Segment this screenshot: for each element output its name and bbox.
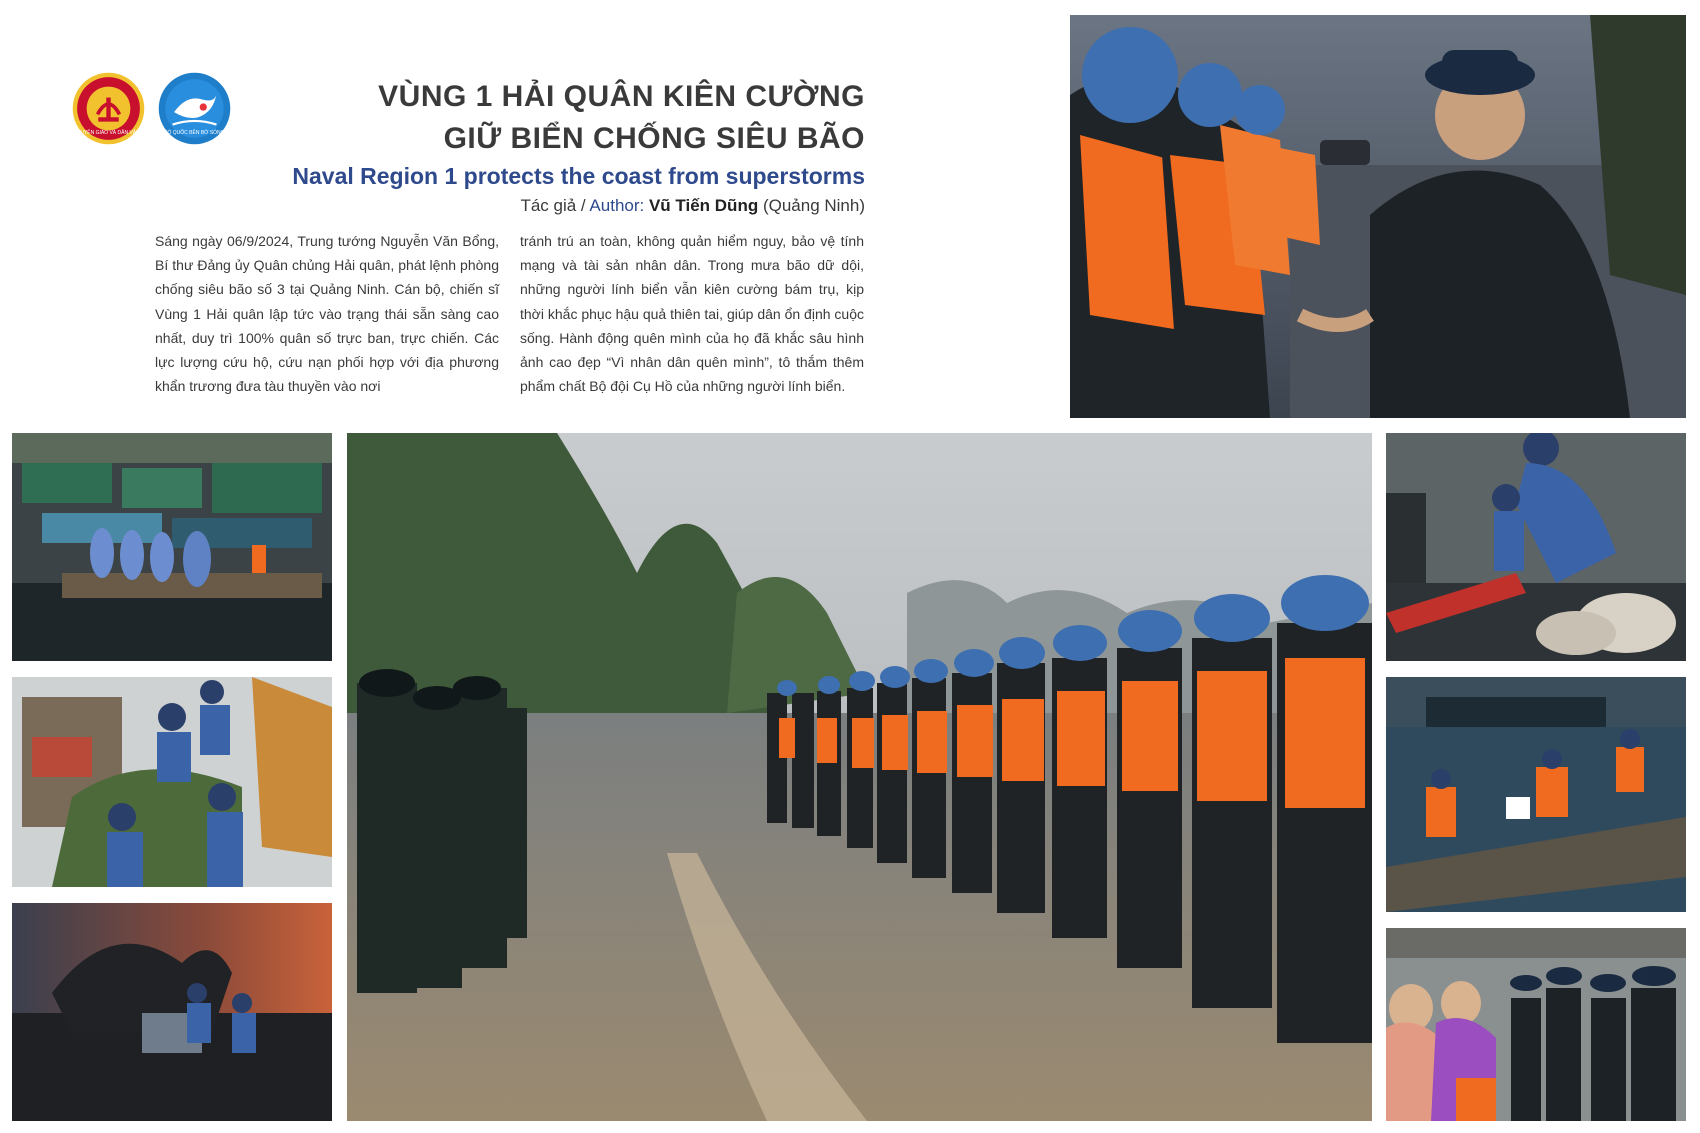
author-label-en: Author: [589,196,649,215]
emblem-logo-caption: TUYÊN GIÁO VÀ DÂN VẬN [77,130,140,136]
photo-clearing-trees [12,677,332,887]
title-line-1: VÙNG 1 HẢI QUÂN KIÊN CƯỜNG [378,80,865,113]
author-place: (Quảng Ninh) [758,196,865,215]
body-column-2: tránh trú an toàn, không quản hiểm nguy, bảo vệ tính mạng và tài sản nhân dân. Trong mưa bão dữ dội, những người lính biển vẫn kiên cường bám trụ, kịp thời khắc phục hậu quả thiên tai, giúp dân ổn định cuộc sống. Hành động quên mình của họ đã khắc sâu hình ảnh cao đẹp “Vì nhân dân quên mình”, tô thắm thêm phẩm chất Bộ đội Cụ Hồ của những người lính biển. [520,233,864,395]
photo-formation-main [347,433,1372,1121]
photo-officers-villagers [1386,928,1686,1121]
photo-loading-sandbags [1386,433,1686,661]
photo-boat-evacuation [1386,677,1686,912]
title-line-2: GIỮ BIỂN CHỐNG SIÊU BÃO [443,122,865,155]
photo-dusk-storm [12,903,332,1121]
author-name: Vũ Tiến Dũng [648,196,759,215]
author-line [520,196,865,216]
author-label-vi: Tác giả / [520,196,590,215]
subtitle: Naval Region 1 protects the coast from superstorms [292,163,865,189]
body-column-1: Sáng ngày 06/9/2024, Trung tướng Nguyễn Văn Bổng, Bí thư Đảng ủy Quân chủng Hải quân, phát lệnh phòng chống siêu bão số 3 tại Quảng Ninh. Cán bộ, chiến sĩ Vùng 1 Hải quân lập tức vào trạng thái sẵn sàng cao nhất, duy trì 100% quân số trực ban, trực chiến. Các lực lượng cứu hộ, cứu nạn phối hợp với địa phương khẩn trương đưa tàu thuyền vào nơi [155,233,499,395]
dove-logo-caption: TỔ QUỐC BÊN BỜ SÓNG [164,130,225,136]
photo-boats-harbor [12,433,332,661]
photo-handshake [1070,15,1686,418]
